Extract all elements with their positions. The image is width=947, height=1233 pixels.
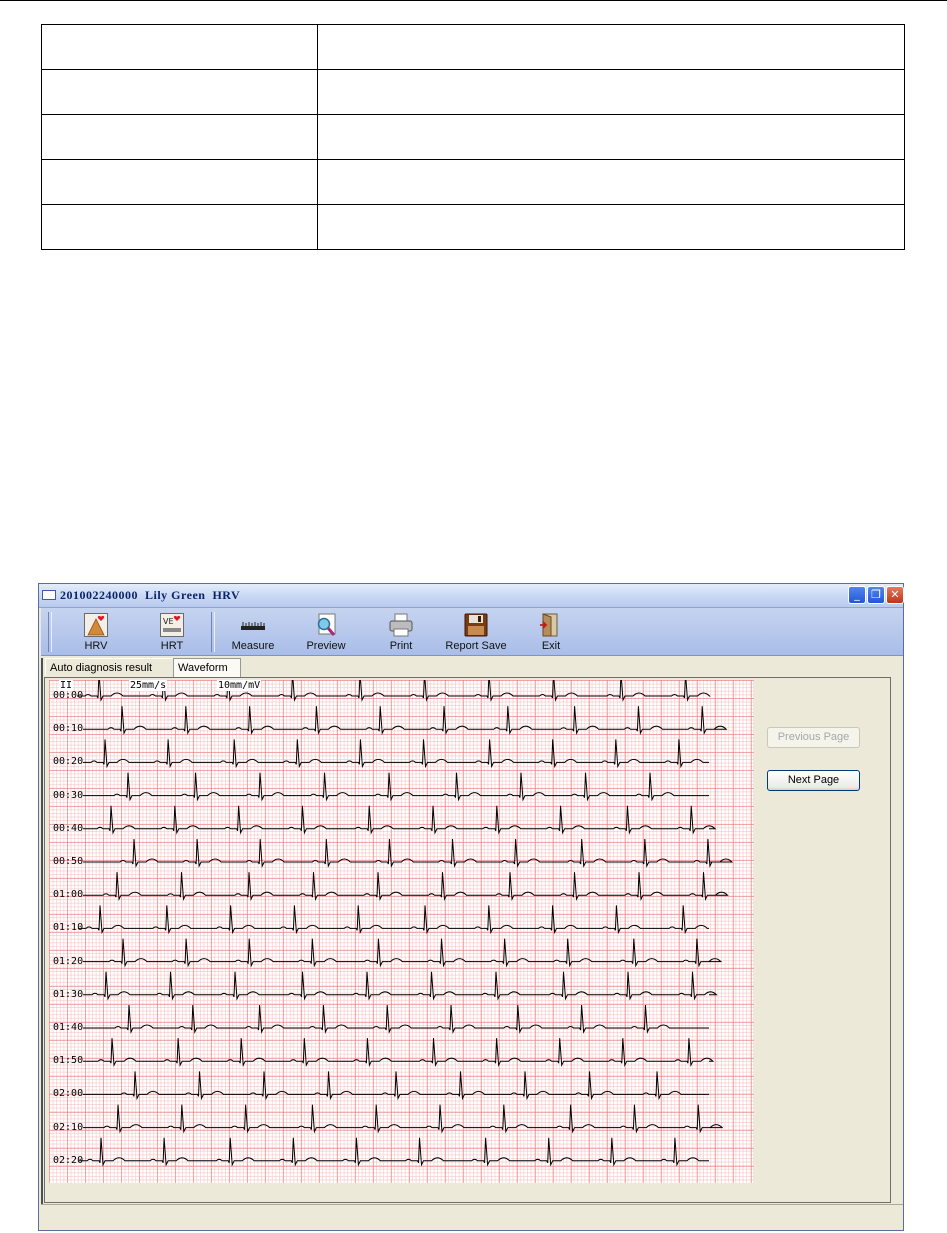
next-page-button[interactable]: Next Page <box>767 770 860 791</box>
previous-page-button[interactable]: Previous Page <box>767 727 860 748</box>
tab-auto-diagnosis[interactable]: Auto diagnosis result <box>45 658 173 676</box>
ecg-strip-trace <box>79 1138 709 1165</box>
toolbar-grip[interactable] <box>48 612 52 652</box>
hrt-label: HRT <box>160 640 184 652</box>
app-window <box>38 583 904 1231</box>
table-cell <box>318 70 905 115</box>
ecg-strip-trace <box>83 739 709 766</box>
table-row <box>42 115 905 160</box>
table-cell <box>318 115 905 160</box>
report-save-button[interactable] <box>439 610 513 654</box>
hrt-button[interactable] <box>149 610 195 654</box>
report-save-label: Report Save <box>445 640 507 652</box>
svg-text:VE: VE <box>163 617 174 626</box>
ecg-strip-trace <box>77 680 710 700</box>
toolbar-separator <box>211 612 215 652</box>
hrt-icon <box>160 613 184 637</box>
lead-label: II <box>60 680 73 691</box>
ecg-grid[interactable] <box>49 680 754 1183</box>
preview-icon <box>314 613 338 637</box>
strip-time-label: 00:20 <box>53 756 84 768</box>
ecg-strip-trace <box>78 905 709 932</box>
title-bar[interactable] <box>39 584 903 608</box>
table-cell <box>318 25 905 70</box>
ecg-strip-trace <box>83 1071 709 1098</box>
printer-icon <box>389 613 413 637</box>
exit-door-icon <box>539 613 563 637</box>
strip-time-label: 02:20 <box>53 1154 84 1166</box>
strip-time-label: 00:40 <box>53 822 84 834</box>
tab-waveform[interactable]: Waveform <box>173 658 241 677</box>
strip-time-label: 01:40 <box>53 1022 84 1033</box>
table-row <box>42 205 905 250</box>
table-row <box>42 160 905 205</box>
document-table <box>41 24 905 250</box>
hrv-button[interactable] <box>73 610 119 654</box>
waveform-panel <box>44 677 891 1203</box>
ecg-strip-trace <box>83 1105 722 1132</box>
restore-button[interactable]: ❐ <box>867 586 885 604</box>
save-disk-icon <box>464 613 488 637</box>
table-cell <box>42 205 318 250</box>
table-cell <box>42 115 318 160</box>
ecg-strip-trace <box>83 706 726 733</box>
toolbar <box>41 608 903 656</box>
ecg-strip-trace <box>83 939 721 966</box>
strip-time-label: 01:00 <box>53 889 84 901</box>
table-cell <box>318 160 905 205</box>
ecg-traces <box>49 680 754 1183</box>
strip-time-label: 00:30 <box>53 789 84 801</box>
table-cell <box>42 25 318 70</box>
status-bar <box>41 1204 903 1229</box>
ecg-strip-trace <box>83 972 717 999</box>
close-button[interactable]: ✕ <box>886 586 904 604</box>
ecg-strip-trace <box>83 773 709 800</box>
ecg-strip-trace <box>83 872 728 899</box>
window-icon <box>42 590 56 600</box>
strip-time-label: 00:50 <box>53 856 84 867</box>
ecg-strip-trace <box>83 839 732 866</box>
strip-time-label: 01:10 <box>53 922 84 934</box>
table-cell <box>318 205 905 250</box>
speed-label: 25mm/s <box>130 680 167 691</box>
strip-time-label: 02:00 <box>53 1088 84 1100</box>
gain-label: 10mm/mV <box>218 680 261 691</box>
hrv-label: HRV <box>84 640 108 652</box>
page-top-rule <box>0 0 947 1</box>
measure-button[interactable] <box>225 610 281 654</box>
minimize-button[interactable]: _ <box>848 586 866 604</box>
table-cell <box>42 160 318 205</box>
strip-time-label: 01:30 <box>53 988 84 1000</box>
window-title: 201002240000 Lily Green HRV <box>60 588 241 602</box>
preview-button[interactable] <box>301 610 351 654</box>
hrv-icon <box>84 613 108 637</box>
print-label: Print <box>389 640 413 652</box>
table-row <box>42 70 905 115</box>
table-row <box>42 25 905 70</box>
strip-time-label: 01:20 <box>53 955 84 967</box>
strip-time-label: 01:50 <box>53 1055 84 1067</box>
ecg-strip-trace <box>83 1038 713 1065</box>
ecg-strip-trace <box>83 806 715 833</box>
ruler-icon <box>241 613 265 637</box>
strip-time-label: 00:00 <box>53 690 84 701</box>
strip-time-label: 02:10 <box>53 1121 84 1133</box>
preview-label: Preview <box>306 640 346 652</box>
strip-time-label: 00:10 <box>53 723 84 735</box>
measure-label: Measure <box>231 640 275 652</box>
ecg-strip-trace <box>83 1005 709 1032</box>
window-left-edge <box>41 658 43 1228</box>
print-button[interactable] <box>381 610 421 654</box>
table-cell <box>42 70 318 115</box>
exit-button[interactable] <box>531 610 571 654</box>
exit-label: Exit <box>541 640 561 652</box>
